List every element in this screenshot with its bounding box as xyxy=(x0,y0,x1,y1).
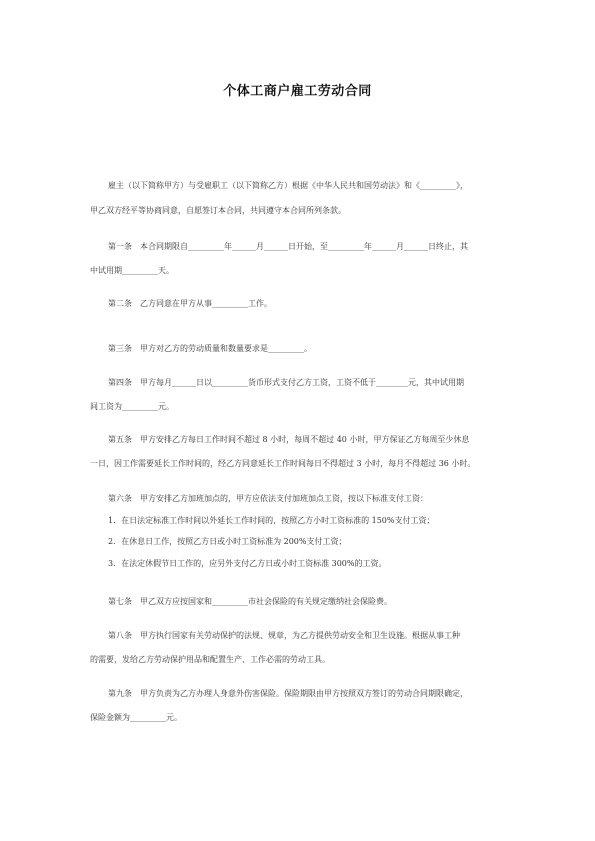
article-4-line-2: 间工资为_________元。 xyxy=(90,402,174,411)
article-6-item-2: 2．在休息日工作，按照乙方日或小时工资标准为 200%支付工资； xyxy=(108,537,347,546)
article-6-line-1: 第六条 甲方安排乙方加班加点的，甲方应依法支付加班加点工资，按以下标准支付工资： xyxy=(108,494,428,503)
article-3-line-1: 第三条 甲方对乙方的劳动质量和数量要求是_________。 xyxy=(108,344,312,353)
article-5-line-2: 一日，因工作需要延长工作时间的，经乙方同意延长工作时间每日不得超过 3 小时，每月不得超过 36 小时。 xyxy=(90,459,476,468)
article-8-line-2: 的需要，发给乙方劳动保护用品和配置生产、工作必需的劳动工具。 xyxy=(90,655,330,664)
preamble-line-1: 雇主（以下简称甲方）与受雇职工（以下简称乙方）根据《中华人民共和国劳动法》和《_________》， xyxy=(108,181,468,190)
article-6-item-3: 3．在法定休假节日工作的，应另外支付乙方日或小时工资标准 300%的工资。 xyxy=(108,559,387,568)
article-2-line-1: 第二条 乙方同意在甲方从事_________工作。 xyxy=(108,299,272,308)
article-7-line-1: 第七条 甲乙双方应按国家和_________市社会保险的有关规定缴纳社会保险费。 xyxy=(108,597,392,606)
document-title: 个体工商户雇工劳动合同 xyxy=(223,84,372,99)
article-1-line-1: 第一条 本合同期限自_________年______月______日开始，至_________年______月______日终止，其 xyxy=(108,242,468,251)
article-1-line-2: 中试用期_________天。 xyxy=(90,266,174,275)
article-4-line-1: 第四条 甲方每月______日以_________货币形式支付乙方工资，工资不低于________元，其中试用期 xyxy=(108,378,464,387)
article-5-line-1: 第五条 甲方安排乙方每日工作时间不超过 8 小时，每周不超过 40 小时，甲方保证乙方每周至少休息 xyxy=(108,435,470,444)
article-6-item-1: 1．在日法定标准工作时间以外延长工作时间的，按照乙方小时工资标准的 150%支付工资； xyxy=(108,516,435,525)
preamble-line-2: 甲乙双方经平等协商同意，自愿签订本合同，共同遵守本合同所列条款。 xyxy=(90,206,346,215)
article-9-line-2: 保险金额为_________元。 xyxy=(90,713,182,722)
article-9-line-1: 第九条 甲方负责为乙方办理人身意外伤害保险。保险期限由甲方按照双方签订的劳动合同期限确定， xyxy=(108,689,468,698)
article-8-line-1: 第八条 甲方执行国家有关劳动保护的法规、规章，为乙方提供劳动安全和卫生设施。根据从事工种 xyxy=(108,631,460,640)
